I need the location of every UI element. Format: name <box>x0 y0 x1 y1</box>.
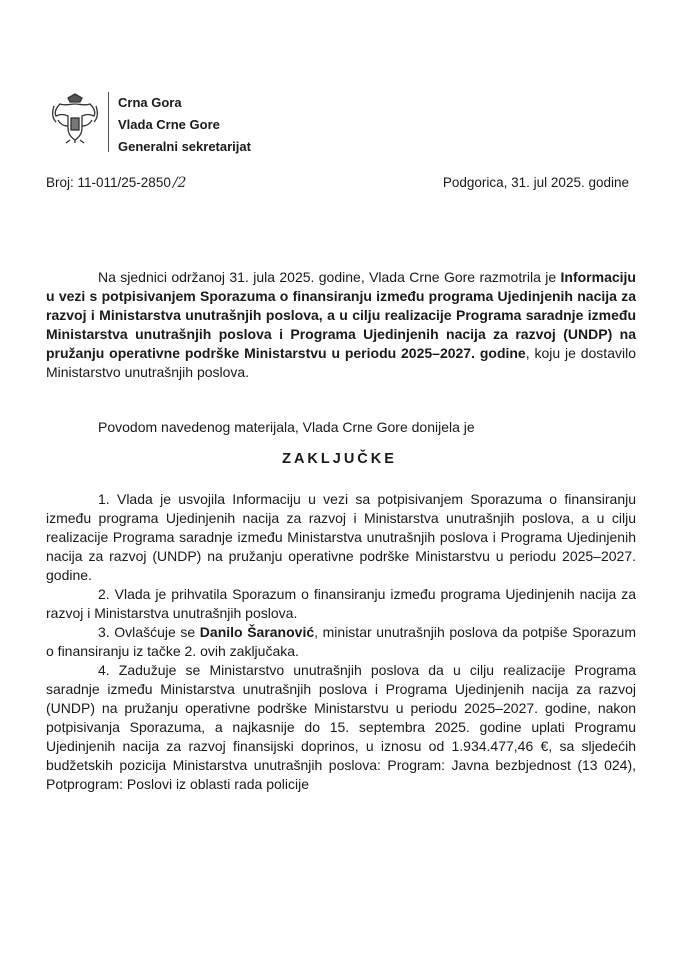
conclusion-item-2: 2. Vlada je prihvatila Sporazum o finansiranju između programa Ujedinjenih nacija za razvoj i Ministarstva unutrašnjih poslova. <box>46 586 636 621</box>
reference-label: Broj: 11-011/25-2850 <box>46 175 171 190</box>
org-line-country: Crna Gora <box>118 95 182 110</box>
org-line-government: Vlada Crne Gore <box>118 117 220 132</box>
conclusion-item-1: 1. Vlada je usvojila Informaciju u vezi sa potpisivanjem Sporazuma o finansiranju između programa Ujedinjenih nacija za razvoj i Ministarstva unutrašnjih poslova, a u cilju realizacije Programa saradnje između Ministarstva unutrašnjih poslova i Programa Ujedinjenih nacija za razvoj (UNDP) na pružanju operativne podrške Ministarstvu u periodu 2025–2027. godine. <box>46 491 636 583</box>
intro-text-start: Na sjednici održanoj 31. jula 2025. godine, Vlada Crne Gore razmotrila je <box>98 269 561 285</box>
organization-block <box>118 92 251 158</box>
intro-section <box>46 268 636 382</box>
handwritten-suffix: /2 <box>172 175 187 191</box>
place-and-date: Podgorica, 31. jul 2025. godine <box>442 175 629 190</box>
intro-section-2 <box>46 418 636 437</box>
conclusion-item-3 <box>46 623 636 661</box>
coat-of-arms-icon <box>50 92 100 144</box>
minister-name: Danilo Šaranović <box>199 624 315 640</box>
intro-text-bold: Informaciju u vezi s potpisivanjem Sporazuma o finansiranju između programa Ujedinjenih nacija za razvoj i Ministarstva unutrašnjih poslova, a u cilju realizacije Programa saradnje između Ministarstva unutrašnjih poslova i Programa Ujedinjenih nacija za razvoj (UNDP) na pružanju operativne podrške Ministarstvu u periodu 2025–2027. godine <box>46 269 636 361</box>
conclusions-heading: ZAKLJUČKE <box>282 451 397 467</box>
conclusion-item-4: 4. Zadužuje se Ministarstvo unutrašnjih poslova da u cilju realizacije Programa saradnje između Ministarstva unutrašnjih poslova i Programa Ujedinjenih nacija za razvoj (UNDP) na pružanju operativne podrške Ministarstvu u periodu 2025–2027. godine, nakon potpisivanja Sporazuma, a najkasnije do 15. septembra 2025. godine uplati Programu Ujedinjenih nacija za razvoj finansijski doprinos, u iznosu od 1.934.477,46 €, sa sljedećih budžetskih pozicija Ministarstva unutrašnjih poslova: Program: Javna bezbjednost (13 024), Potprogram: Poslovi iz oblasti rada policije <box>46 662 636 792</box>
reference-number <box>46 175 186 191</box>
item3-text-start: 3. Ovlašćuje se <box>98 624 200 640</box>
item3-text-end: , ministar unutrašnjih poslova da potpiše Sporazum o finansiranju iz tačke 2. ovih zaključaka. <box>46 624 636 659</box>
intro-text-end: , koju je dostavilo Ministarstvo unutrašnjih poslova. <box>46 345 636 380</box>
conclusions-list <box>46 490 636 794</box>
intro-paragraph-2: Povodom navedenog materijala, Vlada Crne Gore donijela je <box>98 419 475 435</box>
intro-paragraph <box>46 268 636 382</box>
header-divider <box>108 92 109 152</box>
org-line-secretariat: Generalni sekretarijat <box>118 139 251 154</box>
